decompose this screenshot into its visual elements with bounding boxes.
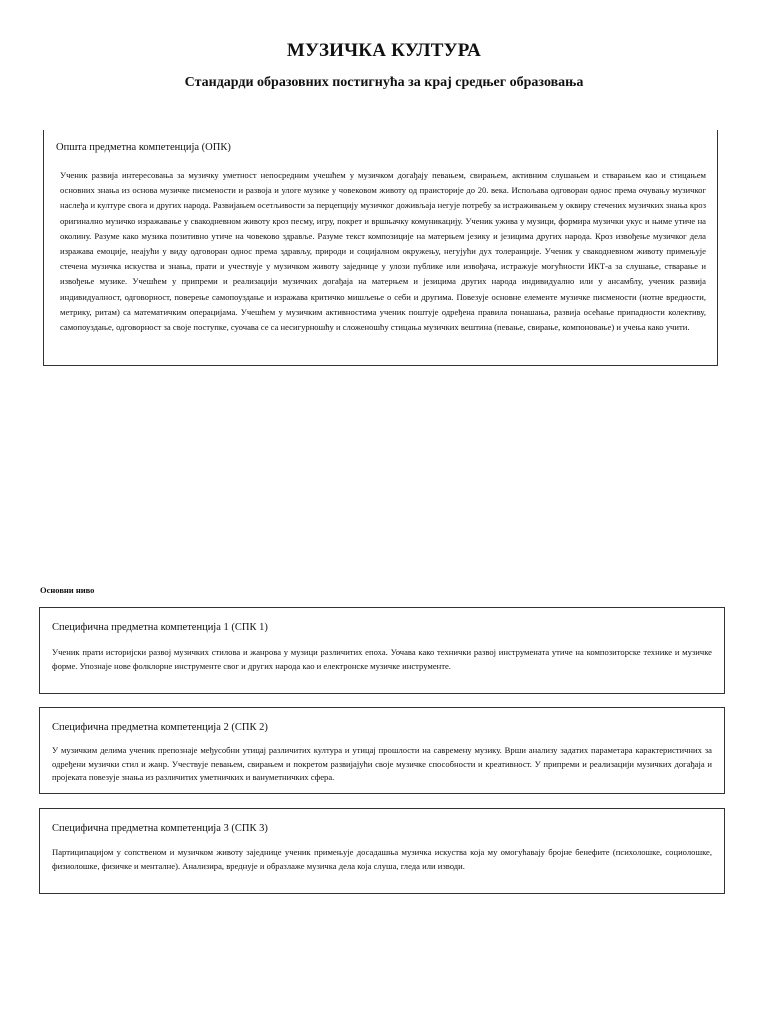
spk-section-2 [39, 707, 725, 794]
document-title: МУЗИЧКА КУЛТУРА [286, 40, 482, 61]
document-subtitle: Стандарди образовних постигнућа за крај средњег образовања [184, 75, 584, 90]
spk-section-3 [39, 808, 725, 894]
spk-heading: Специфична предметна компетенција 1 (СПК 1) [52, 622, 268, 633]
level-label: Основни ниво [40, 585, 95, 595]
opk-section [43, 130, 718, 366]
spk-heading: Специфична предметна компетенција 3 (СПК 3) [52, 823, 268, 834]
spk-body: Партиципацијом у сопственом и музичком животу заједнице ученик примењује досадашња музичка искуства која му омогућавају бројне бенефите (психолошке, социолошке, физиолошке, физичке и менталне). Анализира, вреднује и образлаже музичка дела која слуша, гледа или изводи. [52, 847, 712, 871]
spk-heading: Специфична предметна компетенција 2 (СПК 2) [52, 722, 268, 733]
opk-body: Ученик развија интересовања за музичку уметност непосредним учешћем у музичком догађају певањем, свирањем, активним слушањем и стварањем као и стицањем основних знања из основа музичке писмености и развоја и улоге музике у човековом животу од праисторије до 20. века. Испољава одговоран однос према очувању музичког наслеђа и културе свога и других народа. Развијањем осетљивости за перцепцију музичког доживљаја негује потребу за истраживањем у оквиру стечених музичких знања кроз оригинално музичко изражавање у свакодневном животу кроз песму, игру, покрет и вршњачку комуникацију. Ученик ужива у музици, формира музички укус и њиме утиче на околину. Разуме како музика позитивно утиче на човеково здравље. Разуме текст композиције на матерњем језику и језицима других народа. Кроз извођење музичког дела изражава емоције, неајући у виду одговоран однос према здрављу, природи и социјалном окружењу, негујући дух толеранције. Ученик у свакодневном животу примењује стечена музичка искуства и знања, прати и учествује у музичком животу заједнице у улози публике или извођача, истражује могућности ИКТ-а за слушање, стварање и извођење музике. Учешћем у припреми и реализацији музичких догађаја на матерњем и језицима других народа индивидуално или у ансамблу, ученик развија индивидуалност, одговорност, поверење самопоуздање и изражава критичко мишљење о себи и другима. Повезује основне елементе музичке писмености (нотне вредности, метрику, ритам) са математичким операцијама. Учешћем у музичким активностима ученик поштује одређена правила понашања, развија осећање припадности колективу, самопоуздање, одговорност за своје поступке, суочава се са несигурношћу и сложеношћу стицања музичких вештина (певање, свирање, компоновање) и учења како учити. [60, 170, 706, 333]
spk-body: Ученик прати историјски развој музичких стилова и жанрова у музици различитих епоха. Уочава како технички развој инструмената утиче на композиторске технике и музичке форме. Упознаје нове фолклорне инструменте свог и других народа као и електронске музичке инструменте. [52, 647, 712, 671]
spk-section-1 [39, 607, 725, 694]
spk-body: У музичким делима ученик препознаје међусобни утицај различитих култура и утицај прошлости на савремену музику. Врши анализу задатих параметара карактеристичних за одређени музички стил и жанр. Учествује певањем, свирањем и покретом развијајући своје музичке способности и креативност. У припреми и реализацији музичких догађаја и пројеката повезује знања из различитих уметничких и вануметничких сфера. [52, 745, 712, 782]
opk-heading: Општа предметна компетенција (ОПК) [56, 142, 231, 153]
